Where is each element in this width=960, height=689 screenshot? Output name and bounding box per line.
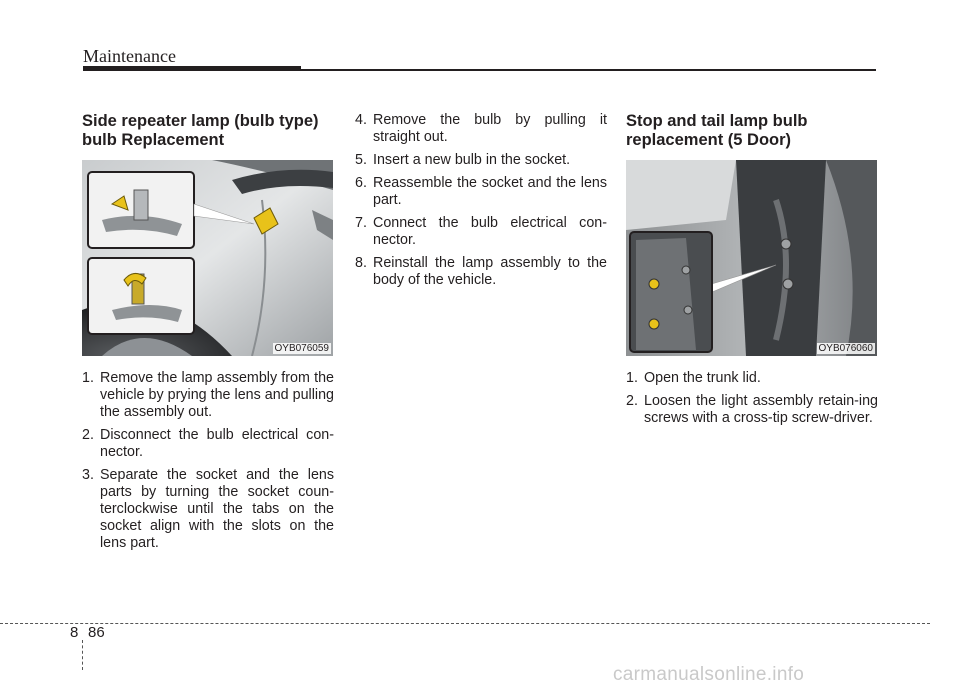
step-text: Reassemble the socket and the lens part. <box>373 175 607 208</box>
figure-code: OYB076059 <box>274 343 329 354</box>
list-item <box>355 255 607 289</box>
list-item <box>355 175 607 209</box>
step-number: 2. <box>82 427 94 443</box>
list-item <box>355 112 607 146</box>
section-stop-tail-lamp <box>626 112 878 433</box>
step-number: 4. <box>355 112 367 128</box>
step-number: 5. <box>355 152 367 168</box>
step-text: Remove the bulb by pulling it straight out. <box>373 112 607 145</box>
header-rule-thick <box>83 66 301 71</box>
trunk-illustration <box>626 160 877 356</box>
page-number: 86 <box>88 624 105 641</box>
section-title <box>82 112 334 150</box>
list-item <box>82 370 334 421</box>
chapter-number: 8 <box>70 624 79 641</box>
footer-divider <box>82 640 83 670</box>
figure-stop-tail-lamp <box>626 160 877 356</box>
list-item <box>355 152 607 169</box>
list-item <box>82 467 334 552</box>
steps-list <box>355 112 607 289</box>
footer-rule <box>0 623 930 624</box>
section-title <box>626 112 878 150</box>
figure-side-repeater <box>82 160 333 356</box>
step-text: Insert a new bulb in the socket. <box>373 152 571 168</box>
step-text: Remove the lamp assembly from the vehicle by prying the lens and pulling the assembly out. <box>100 370 334 420</box>
side-repeater-illustration <box>82 160 333 356</box>
step-number: 1. <box>82 370 94 386</box>
step-number: 3. <box>82 467 94 483</box>
step-text: Open the trunk lid. <box>644 370 761 386</box>
step-number: 6. <box>355 175 367 191</box>
running-header: Maintenance <box>83 46 176 66</box>
list-item <box>626 393 878 427</box>
section-title-line: Side repeater lamp (bulb type) <box>82 112 319 130</box>
step-number: 2. <box>626 393 638 409</box>
steps-list <box>626 370 878 427</box>
step-text: Loosen the light assembly retain-ing screws with a cross-tip screw-driver. <box>644 393 878 426</box>
step-text: Separate the socket and the lens parts by turning the socket coun-terclockwise until the tabs on the socket align with the slots on the lens part. <box>100 467 334 551</box>
list-item <box>82 427 334 461</box>
figure-code: OYB076060 <box>818 343 873 354</box>
list-item <box>626 370 878 387</box>
step-number: 7. <box>355 215 367 231</box>
step-number: 8. <box>355 255 367 271</box>
step-number: 1. <box>626 370 638 386</box>
list-item <box>355 215 607 249</box>
step-text: Reinstall the lamp assembly to the body of the vehicle. <box>373 255 607 288</box>
section-title-line: Stop and tail lamp bulb <box>626 112 808 130</box>
steps-list <box>82 370 334 552</box>
section-title-line: replacement (5 Door) <box>626 131 792 149</box>
watermark: carmanualsonline.info <box>613 664 805 685</box>
section-side-repeater <box>82 112 334 558</box>
header-rule-thin <box>301 69 876 71</box>
step-text: Connect the bulb electrical con-nector. <box>373 215 607 248</box>
section-continued-steps <box>355 112 607 295</box>
step-text: Disconnect the bulb electrical con-nector. <box>100 427 334 460</box>
section-title-line: bulb Replacement <box>82 131 225 149</box>
